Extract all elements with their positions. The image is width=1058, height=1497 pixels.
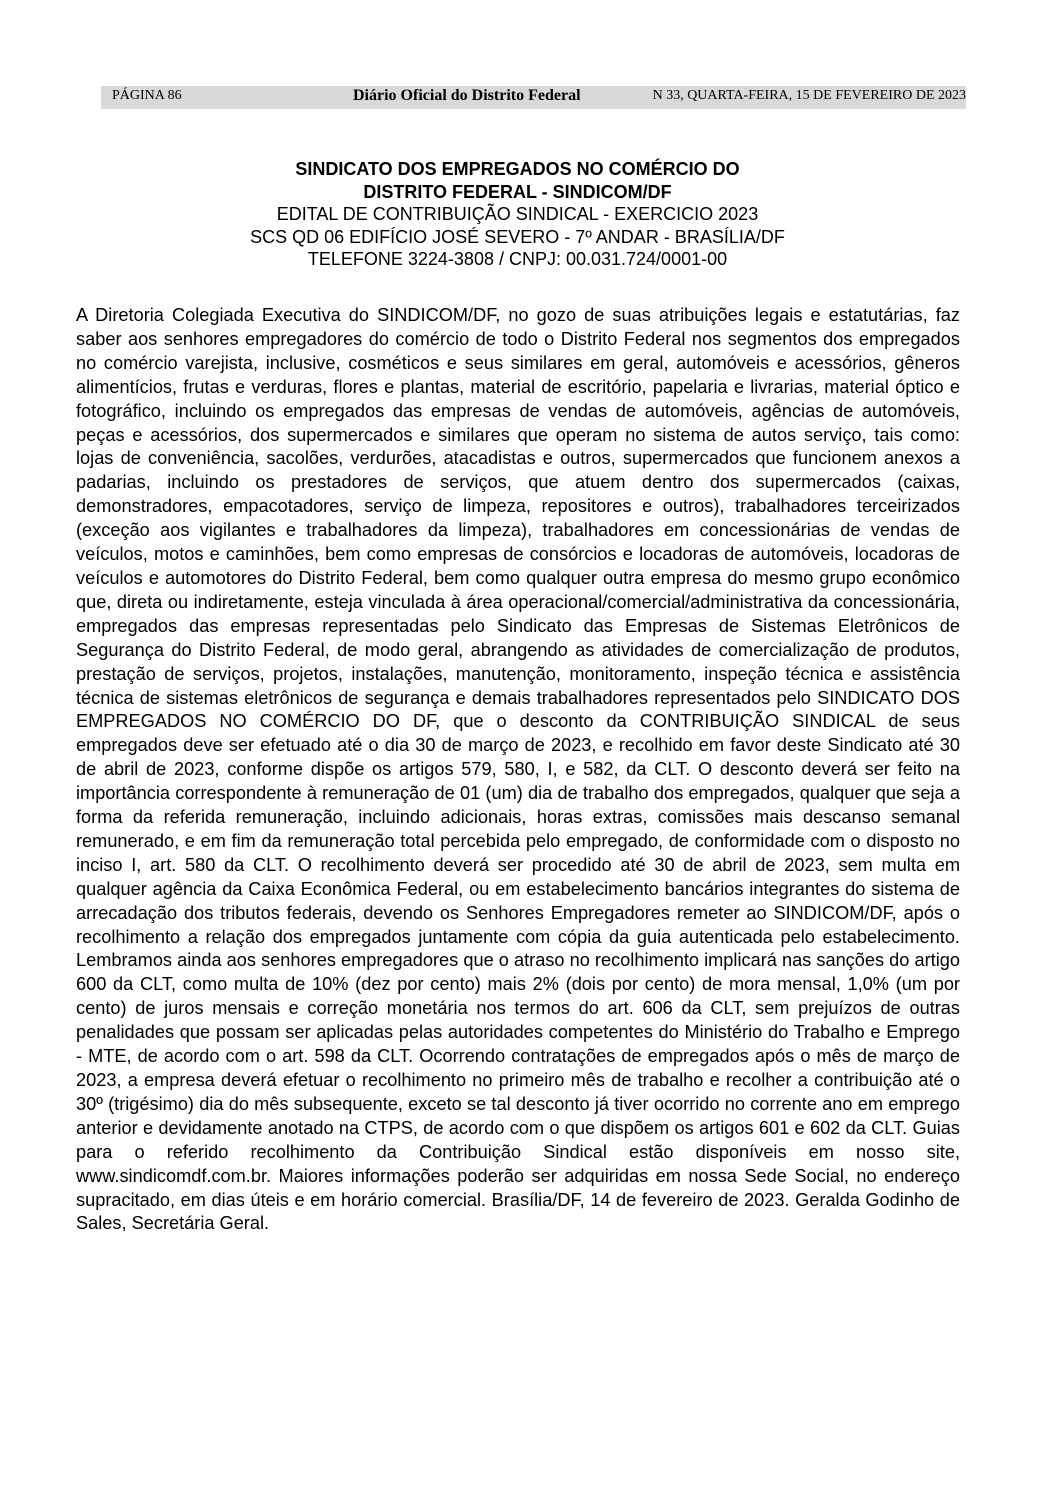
organization-contact: TELEFONE 3224-3808 / CNPJ: 00.031.724/0001-00 <box>307 249 728 269</box>
edital-title: EDITAL DE CONTRIBUIÇÃO SINDICAL - EXERCICIO 2023 <box>276 204 759 224</box>
notice-heading <box>76 158 959 271</box>
page-header <box>101 86 966 109</box>
organization-name-line2: DISTRITO FEDERAL - SINDICOM/DF <box>363 181 672 202</box>
notice-body: A Diretoria Colegiada Executiva do SINDICOM/DF, no gozo de suas atribuições legais e estatutárias, faz saber aos senhores empregadores do comércio de todo o Distrito Federal nos segmentos dos empregados no comércio varejista, inclusive, cosméticos e seus similares em geral, automóveis e acessórios, gêneros alimentícios, frutas e verduras, flores e plantas, material de escritório, papelaria e livrarias, material óptico e fotográfico, incluindo os empregados das empresas de vendas de automóveis, agências de automóveis, peças e acessórios, dos supermercados e similares que operam no sistema de autos serviço, tais como: lojas de conveniência, sacolões, verdurões, atacadistas e outros, supermercados que funcionem anexos a padarias, incluindo os prestadores de serviços, que atuem dentro dos supermercados (caixas, demonstradores, empacotadores, serviço de limpeza, repositores e outros), trabalhadores terceirizados (exceção aos vigilantes e trabalhadores da limpeza), trabalhadores em concessionárias de vendas de veículos, motos e caminhões, bem como empresas de consórcios e locadoras de automóveis, locadoras de veículos e automotores do Distrito Federal, bem como qualquer outra empresa do mesmo grupo econômico que, direta ou indiretamente, esteja vinculada à área operacional/comercial/administrativa da concessionária, empregados das empresas representadas pelo Sindicato das Empresas de Sistemas Eletrônicos de Segurança do Distrito Federal, de modo geral, abrangendo as atividades de comercialização de produtos, prestação de serviços, projetos, instalações, manutenção, monitoramento, inspeção técnica e assistência técnica de sistemas eletrônicos de segurança e demais trabalhadores representados pelo SINDICATO DOS EMPREGADOS NO COMÉRCIO DO DF, que o desconto da CONTRIBUIÇÃO SINDICAL de seus empregados deve ser efetuado até o dia 30 de março de 2023, e recolhido em favor deste Sindicato até 30 de abril de 2023, conforme dispõe os artigos 579, 580, I, e 582, da CLT. O desconto deverá ser feito na importância correspondente à remuneração de 01 (um) dia de trabalho dos empregados, qualquer que seja a forma da referida remuneração, incluindo adicionais, horas extras, comissões mais descanso semanal remunerado, e em fim da remuneração total percebida pelo empregado, de conformidade com o disposto no inciso I, art. 580 da CLT. O recolhimento deverá ser procedido até 30 de abril de 2023, sem multa em qualquer agência da Caixa Econômica Federal, ou em estabelecimento bancários integrantes do sistema de arrecadação dos tributos federais, devendo os Senhores Empregadores remeter ao SINDICOM/DF, após o recolhimento a relação dos empregados juntamente com cópia da guia autenticada pelo estabelecimento. Lembramos ainda aos senhores empregadores que o atraso no recolhimento implicará nas sanções do artigo 600 da CLT, como multa de 10% (dez por cento) mais 2% (dois por cento) de mora mensal, 1,0% (um por cento) de juros mensais e correção monetária nos termos do art. 606 da CLT, sem prejuízos de outras penalidades que possam ser aplicadas pelas autoridades competentes do Ministério do Trabalho e Emprego - MTE, de acordo com o art. 598 da CLT. Ocorrendo contratações de empregados após o mês de março de 2023, a empresa deverá efetuar o recolhimento no primeiro mês de trabalho e recolher a contribuição até o 30º (trigésimo) dia do mês subsequente, exceto se tal desconto já tiver ocorrido no corrente ano em emprego anterior e devidamente anotado na CTPS, de acordo com o que dispõem os artigos 601 e 602 da CLT. Guias para o referido recolhimento da Contribuição Sindical estão disponíveis em nosso site, www.sindicomdf.com.br. Maiores informações poderão ser adquiridas em nossa Sede Social, no endereço supracitado, em dias úteis e em horário comercial. Brasília/DF, 14 de fevereiro de 2023. Geralda Godinho de Sales, Secretária Geral. <box>76 305 960 1234</box>
page-number: PÁGINA 86 <box>112 88 182 103</box>
organization-name-line1: SINDICATO DOS EMPREGADOS NO COMÉRCIO DO <box>295 159 740 179</box>
organization-address: SCS QD 06 EDIFÍCIO JOSÉ SEVERO - 7º ANDAR - BRASÍLIA/DF <box>250 226 785 247</box>
publication-title: Diário Oficial do Distrito Federal <box>353 87 581 104</box>
issue-date: N 33, QUARTA-FEIRA, 15 DE FEVEREIRO DE 2023 <box>652 88 966 103</box>
